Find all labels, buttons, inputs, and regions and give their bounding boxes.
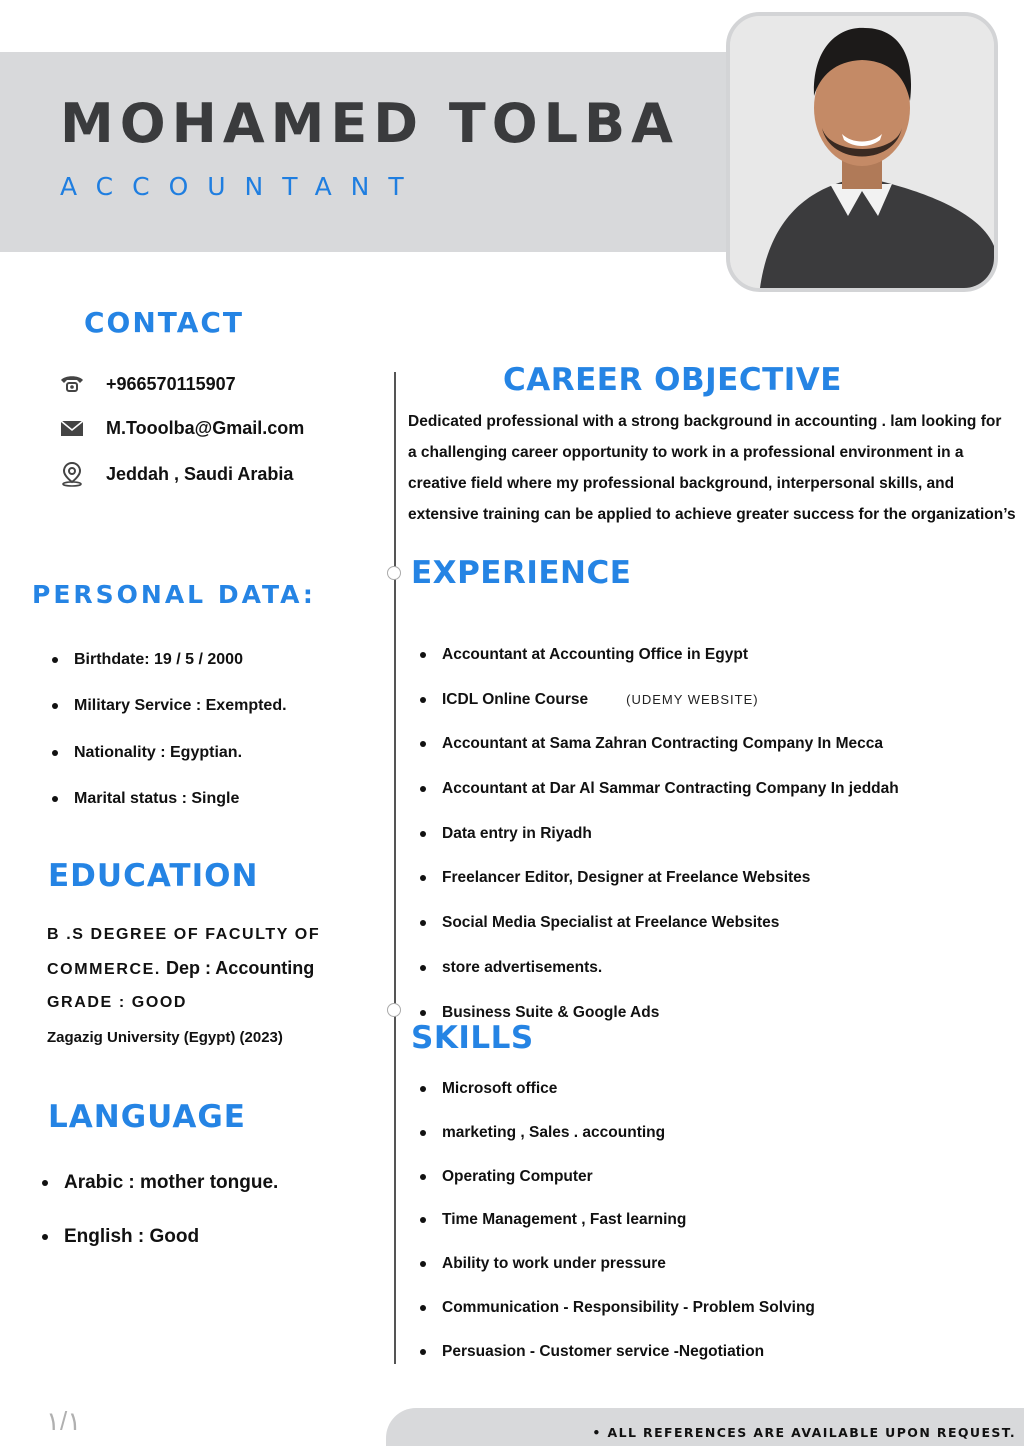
skills-heading: SKILLS <box>411 1020 534 1056</box>
experience-item: Freelancer Editor, Designer at Freelance Websites <box>420 868 899 913</box>
experience-item-icdl <box>420 690 899 735</box>
phone-number: +966570115907 <box>106 373 236 394</box>
contact-email <box>58 414 304 442</box>
education-grade: GRADE : GOOD <box>47 994 188 1011</box>
column-divider <box>394 372 396 1364</box>
person-photo-icon <box>730 16 994 288</box>
education-heading: EDUCATION <box>48 858 259 894</box>
language-heading: LANGUAGE <box>48 1099 246 1135</box>
experience-item-note: (UDEMY WEBSITE) <box>626 691 759 707</box>
objective-line: extensive training can be applied to achieve greater success for the organization’s <box>408 506 1016 523</box>
skill-item: Time Management , Fast learning <box>420 1210 815 1254</box>
experience-item: Social Media Specialist at Freelance Websites <box>420 913 899 958</box>
experience-heading: EXPERIENCE <box>411 555 632 591</box>
objective-line: creative field where my professional background, interpersonal skills, and <box>408 475 955 492</box>
education-degree: B .S DEGREE OF FACULTY OF <box>47 926 321 943</box>
experience-item: Accountant at Sama Zahran Contracting Company In Mecca <box>420 734 899 779</box>
divider-node <box>387 566 401 580</box>
experience-list <box>420 645 899 1047</box>
skills-list <box>420 1079 815 1386</box>
education-faculty: COMMERCE. <box>47 961 161 978</box>
contact-location <box>58 460 293 488</box>
contact-phone <box>58 370 236 398</box>
job-title: ACCOUNTANT <box>60 172 423 201</box>
location-text: Jeddah , Saudi Arabia <box>106 463 294 484</box>
education-university: Zagazig University (Egypt) (2023) <box>47 1029 283 1046</box>
objective-line: a challenging career opportunity to work in a professional environment in a <box>408 444 964 461</box>
experience-item: Data entry in Riyadh <box>420 824 899 869</box>
language-english: English : Good <box>42 1226 278 1280</box>
location-pin-icon <box>58 460 86 488</box>
experience-item: Accountant at Dar Al Sammar Contracting Company In jeddah <box>420 779 899 824</box>
experience-item: store advertisements. <box>420 958 899 1003</box>
page-number: ١/١ <box>46 1406 82 1436</box>
skill-item: marketing , Sales . accounting <box>420 1123 815 1167</box>
divider-node <box>387 1003 401 1017</box>
skill-item: Operating Computer <box>420 1167 815 1211</box>
career-objective-heading: CAREER OBJECTIVE <box>503 362 842 398</box>
references-note: • ALL REFERENCES ARE AVAILABLE UPON REQUEST. <box>592 1425 1016 1440</box>
skill-item: Persuasion - Customer service -Negotiation <box>420 1342 815 1386</box>
skill-item: Microsoft office <box>420 1079 815 1123</box>
personal-birthdate: Birthdate: 19 / 5 / 2000 <box>52 650 287 696</box>
experience-item: Accountant at Accounting Office in Egypt <box>420 645 899 690</box>
education-department <box>47 958 314 979</box>
experience-item-label: ICDL Online Course <box>442 690 589 708</box>
candidate-name: MOHAMED TOLBA <box>60 92 679 155</box>
personal-marital: Marital status : Single <box>52 789 287 835</box>
objective-line: Dedicated professional with a strong background in accounting . lam looking for <box>408 413 1002 430</box>
envelope-icon <box>58 414 86 442</box>
personal-data-list <box>52 650 287 835</box>
personal-nationality: Nationality : Egyptian. <box>52 743 287 789</box>
education-dep: Dep : Accounting <box>160 958 315 978</box>
experience-item: Business Suite & Google Ads <box>420 1003 899 1048</box>
profile-photo <box>726 12 998 292</box>
phone-icon <box>58 370 86 398</box>
personal-data-heading: PERSONAL DATA: <box>32 580 316 609</box>
email-address: M.Tooolba@Gmail.com <box>106 417 305 438</box>
skill-item: Ability to work under pressure <box>420 1254 815 1298</box>
language-arabic: Arabic : mother tongue. <box>42 1172 278 1226</box>
career-objective-text <box>408 406 1016 530</box>
skill-item: Communication - Responsibility - Problem Solving <box>420 1298 815 1342</box>
language-list <box>42 1172 278 1280</box>
personal-military: Military Service : Exempted. <box>52 696 287 742</box>
contact-heading: CONTACT <box>84 306 245 339</box>
